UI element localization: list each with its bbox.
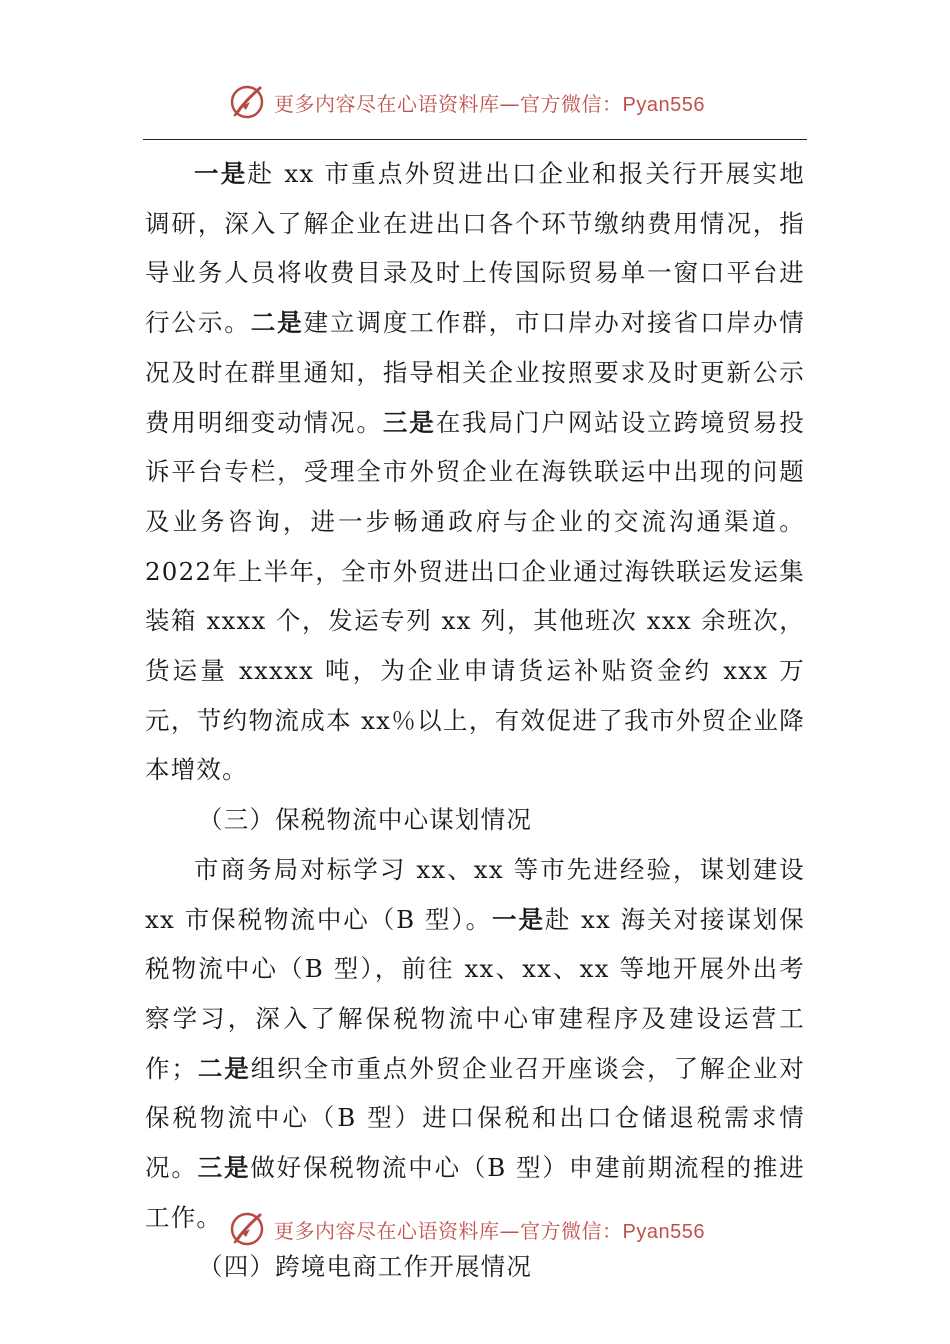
header-banner-text: 更多内容尽在心语资料库—官方微信：Pyan556	[274, 91, 705, 116]
paragraph-bonded-logistics: 市商务局对标学习 xx、xx 等市先进经验，谋划建设 xx 市保税物流中心（B 型）。一是赴 xx 海关对接谋划保税物流中心（B 型），前往 xx、xx、xx 等地开展外出考察学习，深入了解保税物流中心审建程序及建设运营工作；二是组织全市重点外贸企业召开座谈会，了解企业对保税物流中心（B 型）进口保税和出口仓储退税需求情况。三是做好保税物流中心（B 型）申建前期流程的推进工作。	[145, 854, 806, 1232]
pen-logo-icon	[228, 1209, 268, 1249]
section-heading-3: （三）保税物流中心谋划情况	[198, 805, 533, 835]
footer-banner-text: 更多内容尽在心语资料库—官方微信：Pyan556	[274, 1218, 705, 1243]
header-rule	[143, 139, 807, 140]
header-banner	[228, 82, 748, 122]
paragraph-measures: 一是赴 xx 市重点外贸进出口企业和报关行开展实地调研，深入了解企业在进出口各个环节缴纳费用情况，指导业务人员将收费目录及时上传国际贸易单一窗口平台进行公示。二是建立调度工作群，市口岸办对接省口岸办情况及时在群里通知，指导相关企业按照要求及时更新公示费用明细变动情况。三是在我局门户网站设立跨境贸易投诉平台专栏，受理全市外贸企业在海铁联运中出现的问题及业务咨询，进一步畅通政府与企业的交流沟通渠道。2022年上半年，全市外贸进出口企业通过海铁联运发运集装箱 xxxx 个，发运专列 xx 列，其他班次 xxx 余班次，货运量 xxxxx 吨，为企业申请货运补贴资金约 xxx 万元，节约物流成本 xx％以上，有效促进了我市外贸企业降本增效。	[145, 159, 806, 785]
footer-banner	[228, 1209, 748, 1249]
pen-logo-icon	[228, 82, 268, 122]
section-heading-4: （四）跨境电商工作开展情况	[198, 1252, 533, 1282]
document-body	[145, 149, 805, 1292]
